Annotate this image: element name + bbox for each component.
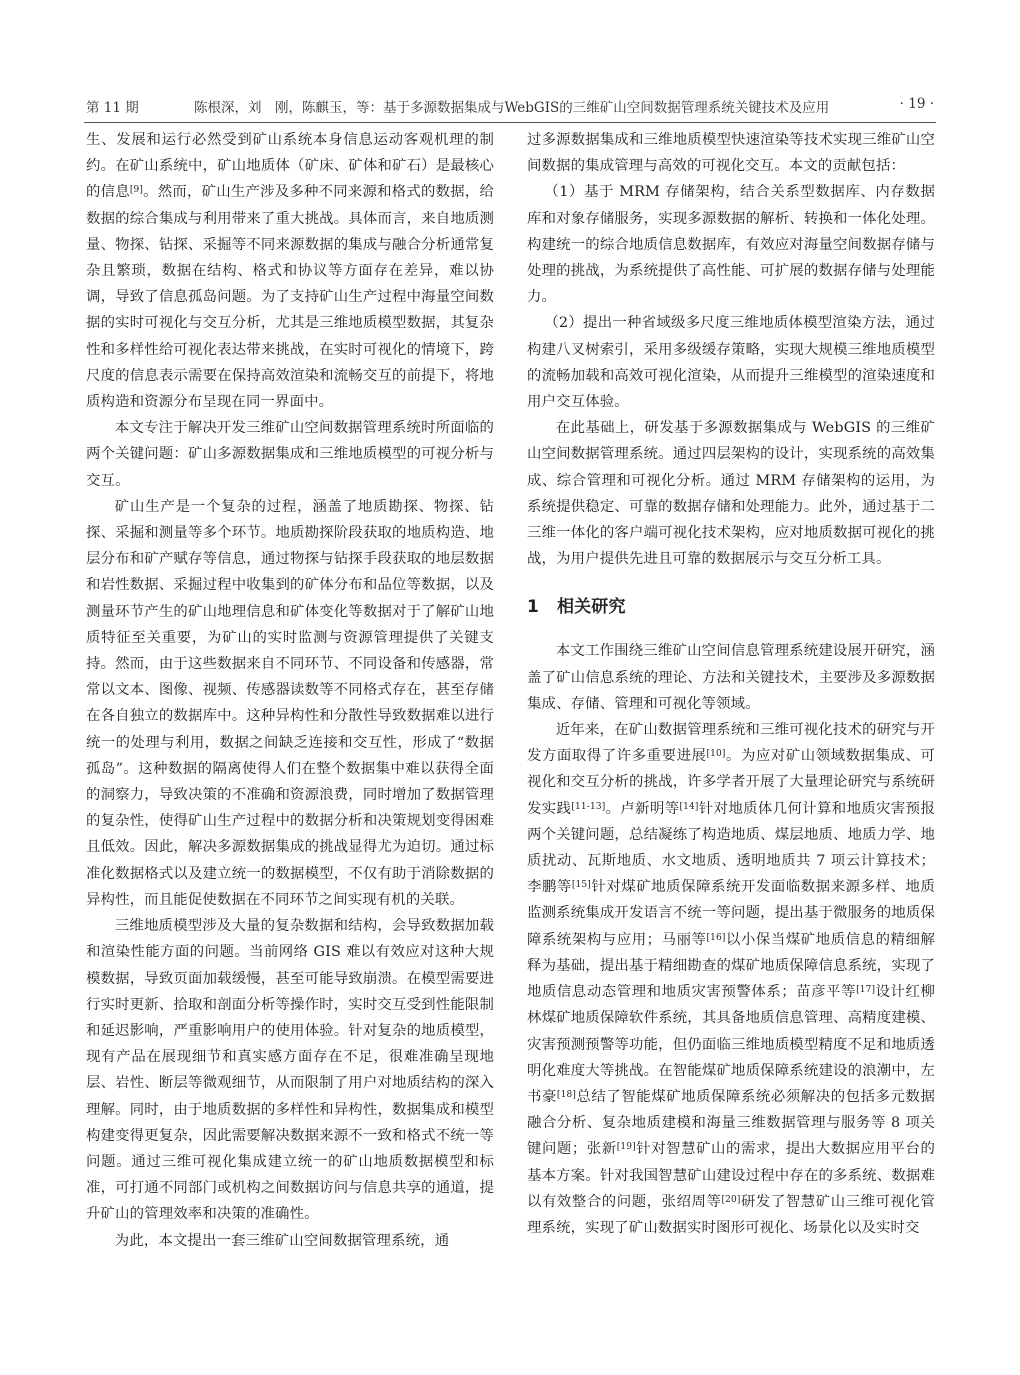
paragraph: 三维地质模型涉及大量的复杂数据和结构，会导致数据加载和渲染性能方面的问题。当前网络 GIS 难以有效应对这种大规模数据，导致页面加载缓慢，甚至可能导致崩溃。在模型需要进行实时更新、拾取和剖面分析等操作时，实时交互受到性能限制和延迟影响，严重影响用户的使用体验。针对复杂的地质模型，现有产品在展现细节和真实感方面存在不足，很难准确呈现地层、岩性、断层等微观细节，从而限制了用户对地质结构的深入理解。同时，由于地质数据的多样性和异构性，数据集成和模型构建变得更复杂，因此需要解决数据来源不一致和格式不统一等问题。通过三维可视化集成建立统一的矿山地质数据模型和标准，可打通不同部门或机构之间数据访问与信息共享的通道，提升矿山的管理效率和决策的准确性。 (86, 918, 494, 1223)
citation: [15] (571, 880, 591, 891)
paragraph-text: 针对煤矿地质保障系统开发面临数据来源多样、地质监测系统集成开发语言不统一等问题，提出基于微服务的地质保障系统架构与应用；马丽等 (527, 879, 936, 948)
paragraph-text: 生、发展和运行必然受到矿山系统本身信息运动客观机理的制约。在矿山系统中，矿山地质体（矿床、矿体和矿石）是最核心的信息 (86, 132, 494, 201)
header-rule (84, 122, 936, 123)
page-number: · 19 · (899, 96, 934, 112)
paragraph-text: 近年来，在矿山数据管理系统和三维可视化技术的研究与开发方面取得了许多重要进展 (527, 722, 935, 765)
paragraph: 过多源数据集成和三维地质模型快速渲染等技术实现三维矿山空间数据的集成管理与高效的可视化交互。本文的贡献包括： (527, 132, 935, 175)
paragraph-text: 设计红柳林煤矿地质保障软件系统，其具备地质信息管理、高精度建模、灾害预测预警等功能，但仍面临三维地质模型精度不足和地质透明化难度大等挑战。在智能煤矿地质保障系统建设的浪潮中，左书豪 (527, 984, 935, 1105)
paragraph: 本文工作围绕三维矿山空间信息管理系统建设展开研究，涵盖了矿山信息系统的理论、方法和关键技术，主要涉及多源数据集成、存储、管理和可视化等领域。 (527, 643, 935, 712)
contribution-item: （1）基于 MRM 存储架构，结合关系型数据库、内存数据库和对象存储服务，实现多源数据的解析、转换和一体化处理。构建统一的综合地质信息数据库，有效应对海量空间数据存储与处理的挑战，为系统提供了高性能、可扩展的数据存储与处理能力。 (527, 184, 935, 306)
paragraph-text: 针对智慧矿山的需求，提出大数据应用平台的基本方案。针对我国智慧矿山建设过程中存在的多系统、数据难以有效整合的问题，张绍周等 (527, 1141, 935, 1210)
paragraph (527, 717, 935, 1241)
citation: [11-13] (571, 801, 606, 812)
left-column (86, 127, 494, 1254)
paragraph: 在此基础上，研发基于多源数据集成与 WebGIS 的三维矿山空间数据管理系统。通过四层架构的设计，实现系统的高效集成、综合管理和可视化分析。通过 MRM 存储架构的运用，为系统提供稳定、可靠的数据存储和处理能力。此外，通过基于二三维一体化的客户端可视化技术架构，应对地质数据可视化的挑战，为用户提供先进且可靠的数据展示与交互分析工具。 (527, 420, 935, 568)
citation: [9] (129, 185, 144, 196)
citation: [16] (706, 932, 726, 943)
paragraph-text: 。卢新明等 (605, 800, 680, 817)
citation: [19] (616, 1142, 636, 1153)
citation: [10] (706, 749, 726, 760)
right-column (527, 127, 935, 1241)
paragraph: 为此，本文提出一套三维矿山空间数据管理系统，通 (114, 1232, 450, 1249)
paragraph: 矿山生产是一个复杂的过程，涵盖了地质勘探、物探、钻探、采掘和测量等多个环节。地质勘探阶段获取的地质构造、地层分布和矿产赋存等信息，通过物探与钻探手段获取的地层数据和岩性数据、采掘过程中收集到的矿体分布和品位等数据，以及测量环节产生的矿山地理信息和矿体变化等数据对于了解矿山地质特征至关重要，为矿山的实时监测与资源管理提供了关键支持。然而，由于这些数据来自不同环节、不同设备和传感器，常常以文本、图像、视频、传感器读数等不同格式存在，甚至存储在各自独立的数据库中。这种异构性和分散性导致数据难以进行统一的处理与利用，数据之间缺乏连接和交互性，形成了“数据孤岛”。这种数据的隔离使得人们在整个数据集中难以获得全面的洞察力，导致决策的不准确和资源浪费，同时增加了数据管理的复杂性，使得矿山生产过程中的数据分析和决策规划变得困难且低效。因此，解决多源数据集成的挑战显得尤为迫切。通过标准化数据格式以及建立统一的数据模型，不仅有助于消除数据的异构性，而且能促使数据在不同环节之间实现有机的关联。 (86, 498, 494, 908)
paragraph: 本文专注于解决开发三维矿山空间数据管理系统时所面临的两个关键问题：矿山多源数据集成和三维地质模型的可视分析与交互。 (86, 420, 494, 489)
citation: [20] (721, 1194, 741, 1205)
section-title: 相关研究 (557, 597, 626, 618)
section-heading (527, 594, 935, 620)
running-title: 陈根深，刘 刚，陈麒玉，等：基于多源数据集成与WebGIS的三维矿山空间数据管理系统关键技术及应用 (194, 100, 830, 116)
citation: [18] (556, 1089, 576, 1100)
citation: [17] (856, 985, 876, 996)
paragraph (86, 127, 494, 415)
issue-label: 第 11 期 (86, 100, 139, 116)
paragraph-text: 针对地质体几何计算和地质灾害预报两个关键问题，总结凝练了构造地质、煤层地质、地质力学、地质扰动、瓦斯地质、水文地质、透明地质共 7 项云计算技术；李鹏等 (527, 800, 935, 896)
running-header (86, 96, 934, 118)
paragraph-text: 以小保当煤矿地质信息的精细解释为基础，提出基于精细勘查的煤矿地质保障信息系统，实现了地质信息动态管理和地质灾害预警体系；苗彦平等 (527, 931, 935, 1001)
section-number: 1 (527, 597, 539, 618)
paragraph-text: 。然而，矿山生产涉及多种不同来源和格式的数据，给数据的综合集成与利用带来了重大挑战。具体而言，来自地质测量、物探、钻探、采掘等不同来源数据的集成与融合分析通常复杂且繁琐，数据在结构、格式和协议等方面存在差异，难以协调，导致了信息孤岛问题。为了支持矿山生产过程中海量空间数据的实时可视化与交互分析，尤其是三维地质模型数据，其复杂性和多样性给可视化表达带来挑战，在实时可视化的情境下，跨尺度的信息表示需要在保持高效渲染和流畅交互的前提下，将地质构造和资源分布呈现在同一界面中。 (86, 184, 494, 411)
paragraph-text: 研发了智慧矿山三维可视化管理系统，实现了矿山数据实时图形可视化、场景化以及实时交 (527, 1193, 936, 1236)
paragraph-text: 。为应对矿山领域数据集成、可视化和交互分析的挑战，许多学者开展了大量理论研究与系统研发实践 (527, 748, 935, 817)
citation: [14] (679, 801, 699, 812)
contribution-item: （2）提出一种省域级多尺度三维地质体模型渲染方法，通过构建八叉树索引，采用多级缓存策略，实现大规模三维地质模型的流畅加载和高效可视化渲染，从而提升三维模型的渲染速度和用户交互体验。 (527, 315, 935, 411)
paragraph-text: 总结了智能煤矿地质保障系统必须解决的包括多元数据融合分析、复杂地质建模和海量三维数据管理与服务等 8 项关键问题；张新 (527, 1088, 935, 1158)
